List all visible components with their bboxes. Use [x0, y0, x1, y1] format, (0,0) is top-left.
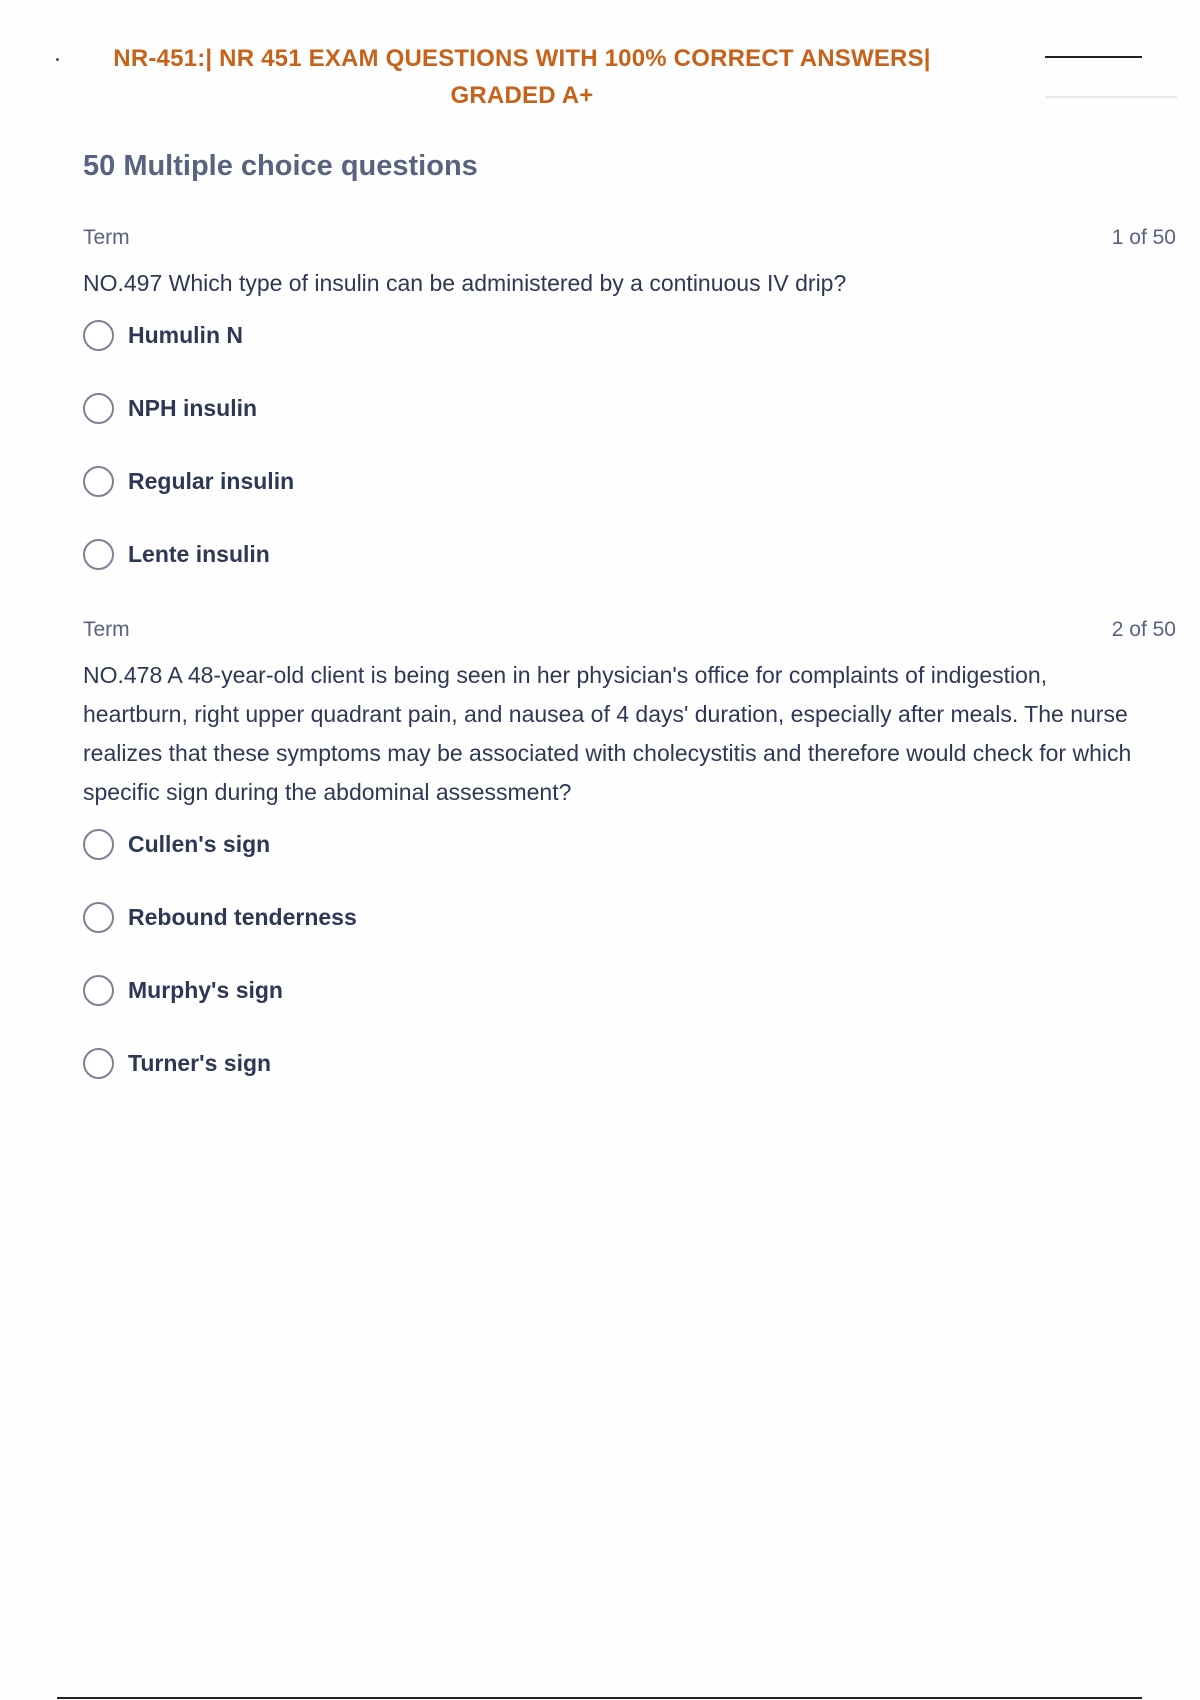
answer-option-rebound-tenderness[interactable] — [83, 899, 1176, 935]
radio-circle-icon[interactable] — [83, 975, 114, 1006]
radio-circle-icon[interactable] — [83, 1048, 114, 1079]
answer-option-label: Regular insulin — [128, 467, 295, 494]
answer-option-humulin-n[interactable] — [83, 317, 1176, 353]
document-title — [72, 40, 972, 114]
document-title-line-1: NR-451:| NR 451 EXAM QUESTIONS WITH 100% CORRECT ANSWERS| — [113, 45, 931, 72]
document-title-line-2: GRADED A+ — [450, 82, 594, 109]
question-card-1 — [83, 226, 1176, 609]
radio-circle-icon[interactable] — [83, 902, 114, 933]
answer-option-lente-insulin[interactable] — [83, 536, 1176, 572]
answer-option-murphys-sign[interactable] — [83, 972, 1176, 1008]
answer-option-label: NPH insulin — [128, 394, 258, 421]
footer-divider — [57, 1697, 1142, 1699]
answer-option-label: Cullen's sign — [128, 830, 271, 857]
answer-option-label: Humulin N — [128, 321, 243, 348]
radio-circle-icon[interactable] — [83, 466, 114, 497]
answer-option-label: Rebound tenderness — [128, 903, 357, 930]
question-text: NO.478 A 48-year-old client is being seen in her physician's office for complaints of indigestion, heartburn, right upper quadrant pain, and nausea of 4 days' duration, especially after meals. The nurse realizes that these symptoms may be associated with cholecystitis and therefore would check for which specific sign during the abdominal assessment? — [83, 662, 1132, 805]
answer-options — [83, 317, 1176, 572]
radio-circle-icon[interactable] — [83, 539, 114, 570]
answer-option-label: Murphy's sign — [128, 976, 283, 1003]
answer-option-label: Turner's sign — [128, 1049, 272, 1076]
radio-circle-icon[interactable] — [83, 393, 114, 424]
section-heading: 50 Multiple choice questions — [83, 150, 478, 182]
answer-options — [83, 826, 1176, 1081]
answer-option-nph-insulin[interactable] — [83, 390, 1176, 426]
bullet-dot — [56, 58, 59, 61]
answer-option-regular-insulin[interactable] — [83, 463, 1176, 499]
question-card-header — [83, 618, 1176, 648]
answer-option-cullens-sign[interactable] — [83, 826, 1176, 862]
header-divider — [1045, 56, 1142, 58]
term-label: Term — [83, 618, 130, 641]
radio-circle-icon[interactable] — [83, 829, 114, 860]
question-counter: 2 of 50 — [1111, 618, 1176, 641]
question-counter: 1 of 50 — [1111, 226, 1176, 249]
header-divider-faint — [1045, 96, 1177, 98]
question-card-2 — [83, 618, 1176, 1118]
radio-circle-icon[interactable] — [83, 320, 114, 351]
term-label: Term — [83, 226, 130, 249]
question-text: NO.497 Which type of insulin can be administered by a continuous IV drip? — [83, 270, 847, 296]
answer-option-turners-sign[interactable] — [83, 1045, 1176, 1081]
question-card-header — [83, 226, 1176, 256]
answer-option-label: Lente insulin — [128, 540, 270, 567]
